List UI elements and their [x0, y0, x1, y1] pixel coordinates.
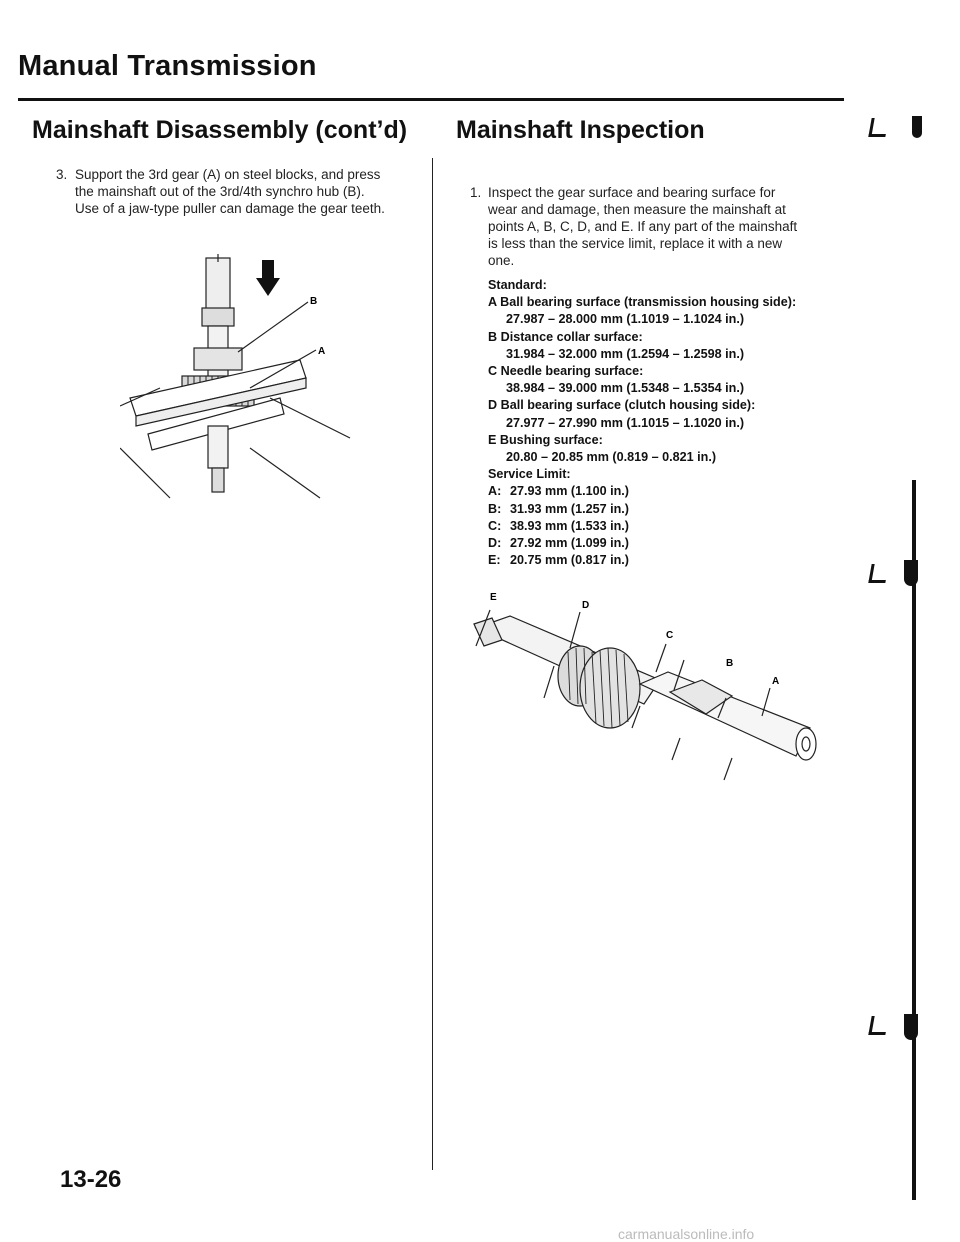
step-line: Support the 3rd gear (A) on steel blocks, and press	[75, 167, 381, 182]
label-c: C	[666, 630, 674, 641]
step-number: 3.	[56, 167, 68, 182]
limit-label: Service Limit:	[488, 467, 571, 482]
label-b: B	[726, 658, 734, 669]
edge-mark	[904, 560, 918, 586]
step-text	[488, 184, 828, 269]
step-line: points A, B, C, D, and E. If any part of the mainshaft	[488, 219, 798, 234]
standard-value-d: 27.977 – 27.990 mm (1.1015 – 1.1020 in.)	[506, 415, 745, 430]
standard-label: Standard:	[488, 278, 547, 292]
limit-key: C:	[488, 518, 502, 533]
mainshaft-illustration	[470, 588, 840, 818]
edge-mark	[868, 1016, 888, 1035]
limit-key: D:	[488, 536, 502, 551]
limit-row-b	[488, 501, 796, 518]
section-heading-disassembly: Mainshaft Disassembly (cont’d)	[32, 116, 408, 144]
step-line: Use of a jaw-type puller can damage the gear teeth.	[75, 201, 385, 216]
binding-edge-line	[912, 480, 916, 1200]
standard-value-a: 27.987 – 28.000 mm (1.1019 – 1.1024 in.)	[506, 312, 745, 327]
step-line: wear and damage, then measure the mainshaft at	[488, 202, 786, 217]
standard-name-a: A Ball bearing surface (transmission housing side):	[488, 295, 797, 310]
limit-value: 20.75 mm (0.817 in.)	[510, 553, 630, 568]
limit-key: E:	[488, 553, 501, 568]
standard-value-b: 31.984 – 32.000 mm (1.2594 – 1.2598 in.)	[506, 346, 745, 361]
page-number: 13-26	[60, 1166, 122, 1193]
standard-name-c: C Needle bearing surface:	[488, 364, 644, 379]
label-b: B	[310, 296, 318, 307]
limit-row-c	[488, 518, 796, 535]
limit-value: 27.92 mm (1.099 in.)	[510, 536, 630, 551]
edge-mark	[904, 1014, 918, 1040]
step-number: 1.	[470, 185, 482, 200]
standard-name-e: E Bushing surface:	[488, 432, 603, 447]
footer-site: carmanualsonline.info	[618, 1226, 755, 1242]
limit-value: 38.93 mm (1.533 in.)	[510, 518, 630, 533]
standard-name-b: B Distance collar surface:	[488, 329, 643, 344]
step-line: one.	[488, 253, 515, 268]
limit-key: B:	[488, 501, 502, 516]
label-a: A	[318, 346, 326, 357]
edge-mark	[912, 116, 922, 138]
label-a: A	[772, 676, 780, 687]
standard-name-d: D Ball bearing surface (clutch housing side):	[488, 398, 756, 413]
limit-key: A:	[488, 484, 502, 499]
header-rule	[18, 98, 844, 101]
section-heading-inspection: Mainshaft Inspection	[456, 116, 705, 144]
limit-value: 31.93 mm (1.257 in.)	[510, 501, 630, 516]
step-line: the mainshaft out of the 3rd/4th synchro hub (B).	[75, 184, 365, 199]
limit-row-a	[488, 483, 796, 500]
edge-mark	[868, 564, 888, 583]
standard-value-e: 20.80 – 20.85 mm (0.819 – 0.821 in.)	[506, 450, 717, 465]
label-e: E	[490, 592, 497, 603]
step-text	[75, 166, 415, 217]
step-line: is less than the service limit, replace it with a new	[488, 236, 783, 251]
limit-row-d	[488, 535, 796, 552]
limit-row-e	[488, 552, 796, 569]
standard-value-c: 38.984 – 39.000 mm (1.5348 – 1.5354 in.)	[506, 381, 745, 396]
step-line: Inspect the gear surface and bearing surface for	[488, 185, 776, 200]
label-d: D	[582, 600, 590, 611]
edge-mark	[868, 118, 888, 137]
page-title: Manual Transmission	[18, 50, 317, 82]
limit-value: 27.93 mm (1.100 in.)	[510, 484, 630, 499]
column-divider	[432, 158, 433, 1170]
spec-block	[488, 277, 796, 569]
press-illustration	[120, 248, 360, 518]
